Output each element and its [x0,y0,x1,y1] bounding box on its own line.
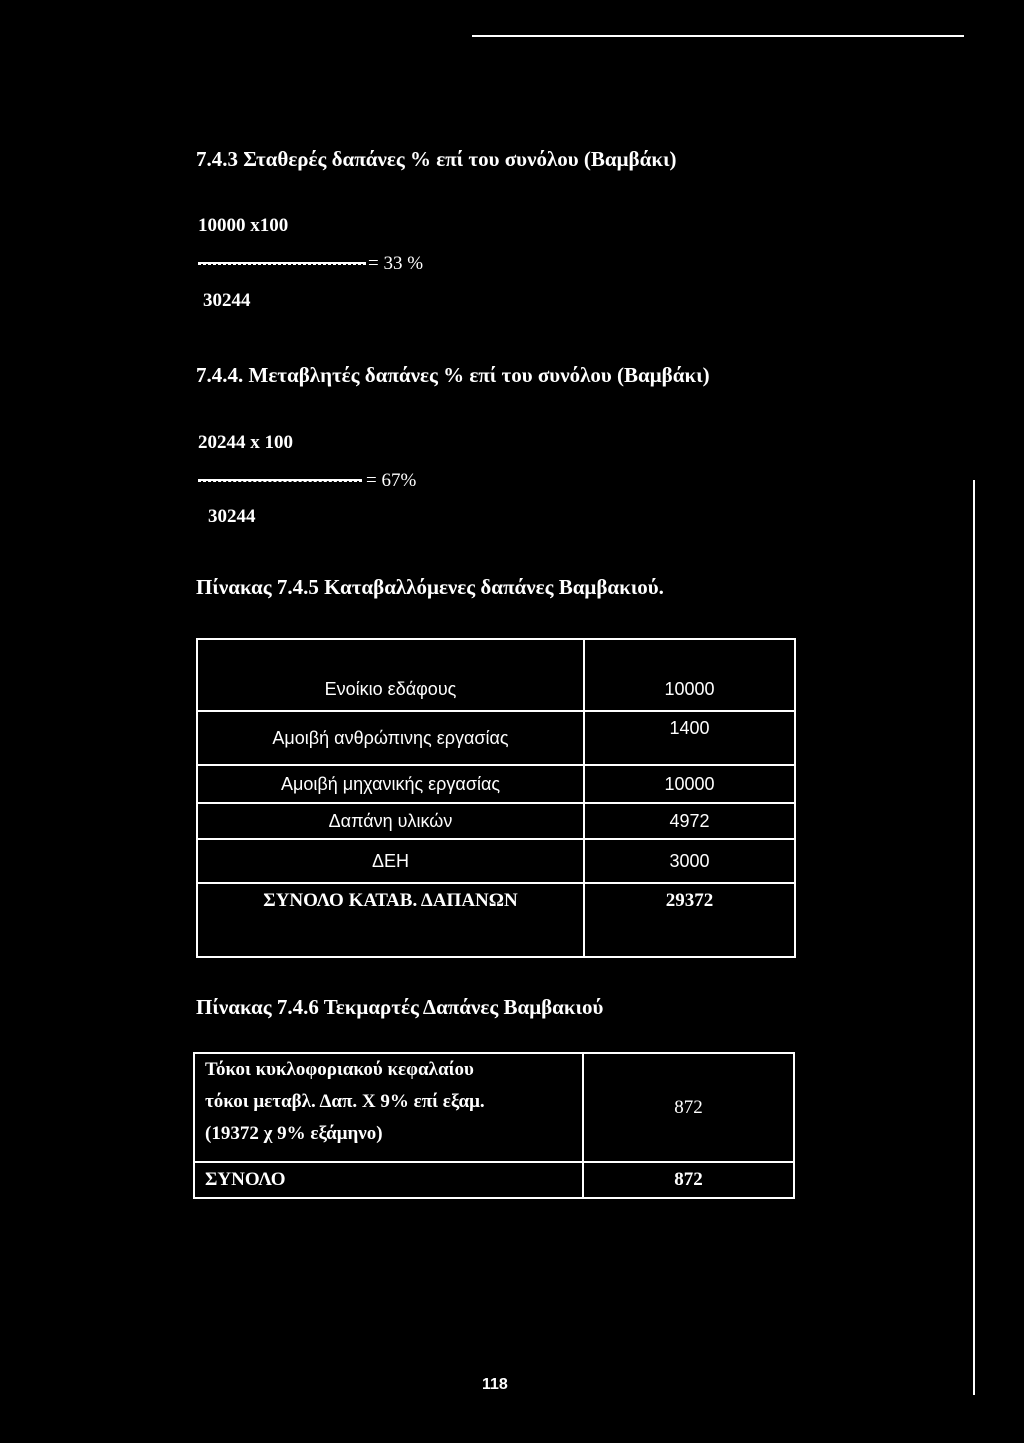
row-value: 1400 [584,711,795,765]
section-heading-744: 7.4.4. Μεταβλητές δαπάνες % επί του συνόλου (Βαμβάκι) [196,363,710,387]
fraction-result-743: = 33 % [368,253,424,274]
total-value: 872 [583,1162,794,1198]
table-745 [196,638,796,958]
table-746 [193,1052,795,1199]
row-label: Ενοίκιο εδάφους [197,639,584,711]
section-heading-743: 7.4.3 Σταθερές δαπάνες % επί του συνόλου (Βαμβάκι) [196,147,677,171]
page-number: 118 [482,1376,508,1393]
table-row [194,1053,794,1162]
label-line-3: (19372 χ 9% εξάμηνο) [205,1123,383,1144]
table-row [197,639,795,711]
fraction-line-744 [198,479,362,482]
fraction-numerator-744: 20244 x 100 [198,432,293,453]
row-value: 3000 [584,839,795,883]
row-label: Δαπάνη υλικών [197,803,584,839]
table-row [197,839,795,883]
table-total-row [197,883,795,957]
total-value: 29372 [584,883,795,957]
label-line-1: Τόκοι κυκλοφοριακού κεφαλαίου [205,1059,474,1080]
row-label: Αμοιβή μηχανικής εργασίας [197,765,584,803]
table-row [197,765,795,803]
right-margin-rule [973,480,975,1395]
table-total-row [194,1162,794,1198]
row-label: ΔΕΗ [197,839,584,883]
table-746-caption: Πίνακας 7.4.6 Τεκμαρτές Δαπάνες Βαμβακιού [196,995,604,1019]
total-label: ΣΥΝΟΛΟ ΚΑΤΑΒ. ΔΑΠΑΝΩΝ [197,883,584,957]
row-value: 10000 [584,765,795,803]
fraction-denominator-743: 30244 [203,290,251,311]
table-745-caption: Πίνακας 7.4.5 Καταβαλλόμενες δαπάνες Βαμβακιού. [196,575,664,599]
fraction-result-744: = 67% [366,470,417,491]
table-row [197,711,795,765]
total-label: ΣΥΝΟΛΟ [194,1162,583,1198]
fraction-line-743 [198,262,366,265]
row-value: 4972 [584,803,795,839]
fraction-denominator-744: 30244 [208,506,256,527]
row-label [194,1053,583,1162]
row-value: 10000 [584,639,795,711]
table-row [197,803,795,839]
top-rule [472,35,964,37]
label-line-2: τόκοι μεταβλ. Δαπ. Χ 9% επί εξαμ. [205,1091,485,1112]
row-value: 872 [583,1053,794,1162]
fraction-numerator-743: 10000 x100 [198,215,289,236]
row-label: Αμοιβή ανθρώπινης εργασίας [197,711,584,765]
